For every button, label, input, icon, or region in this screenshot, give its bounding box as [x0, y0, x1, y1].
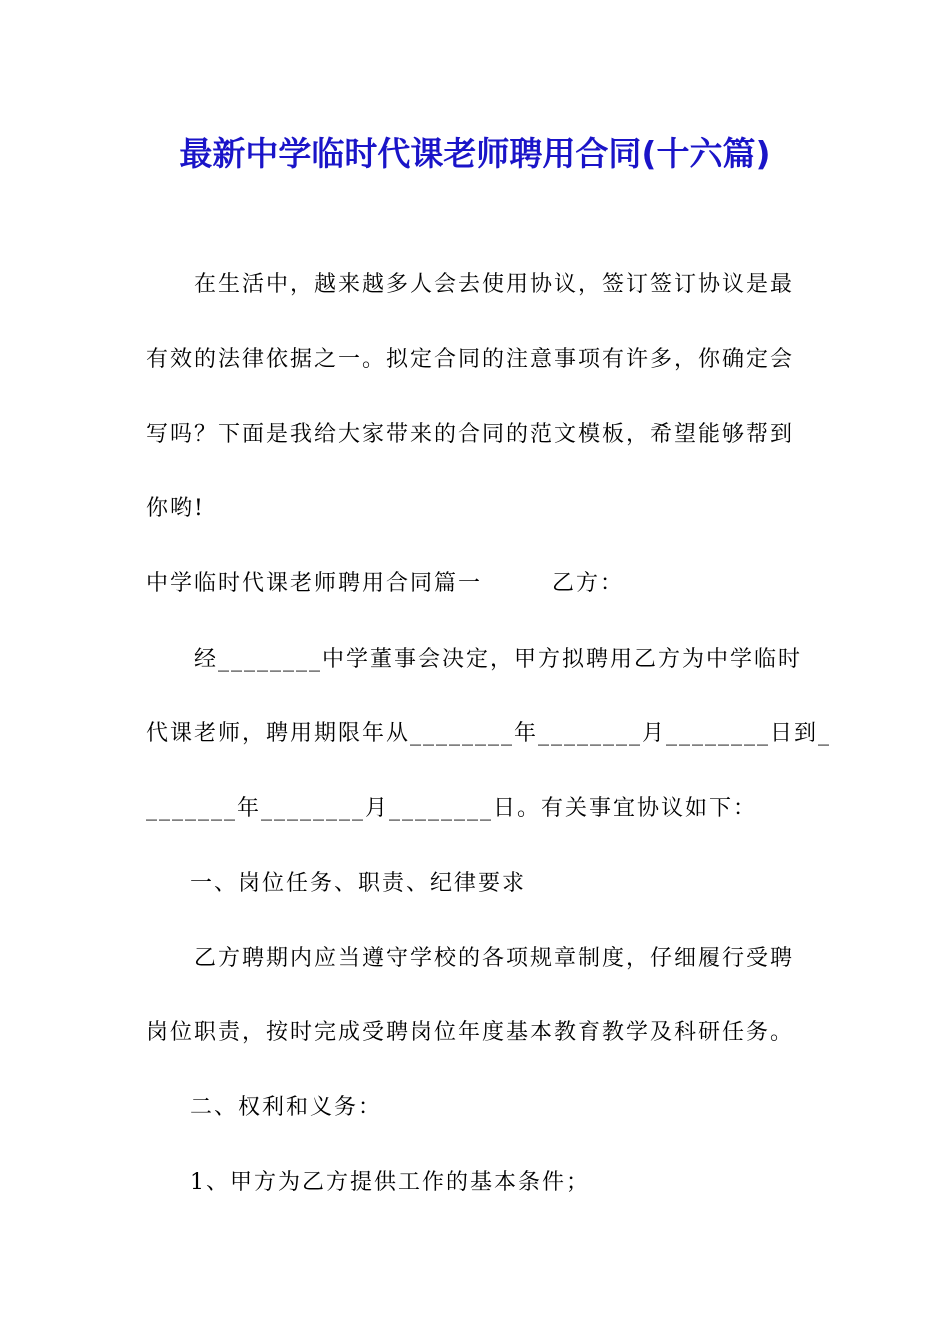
clause2-item-1: 1、甲方为乙方提供工作的基本条件；: [190, 1170, 590, 1195]
intro-line-3: 写吗？下面是我给大家带来的合同的范文模板，希望能够帮到: [146, 422, 795, 447]
para1-line-3: _______年________月________日。有关事宜协议如下：: [146, 796, 758, 821]
clause1-line-1: 乙方聘期内应当遵守学校的各项规章制度，仔细履行受聘: [194, 946, 795, 971]
section-heading-title: 中学临时代课老师聘用合同篇一: [146, 571, 483, 596]
para1-line-1: 经________中学董事会决定，甲方拟聘用乙方为中学临时: [194, 647, 803, 672]
clause2-heading: 二、权利和义务：: [190, 1095, 383, 1120]
intro-line-2: 有效的法律依据之一。拟定合同的注意事项有许多，你确定会: [146, 347, 795, 372]
document-title: 最新中学临时代课老师聘用合同(十六篇): [179, 134, 771, 173]
clause1-line-2: 岗位职责，按时完成受聘岗位年度基本教育教学及科研任务。: [146, 1020, 795, 1045]
intro-line-4: 你哟!: [146, 496, 205, 521]
para1-line-2: 代课老师，聘用期限年从________年________月________日到_: [146, 721, 832, 746]
clause1-heading: 一、岗位任务、职责、纪律要求: [190, 871, 527, 896]
party-b-label: 乙方：: [552, 571, 625, 596]
intro-line-1: 在生活中，越来越多人会去使用协议，签订签订协议是最: [194, 272, 795, 297]
section-heading: [146, 569, 624, 599]
